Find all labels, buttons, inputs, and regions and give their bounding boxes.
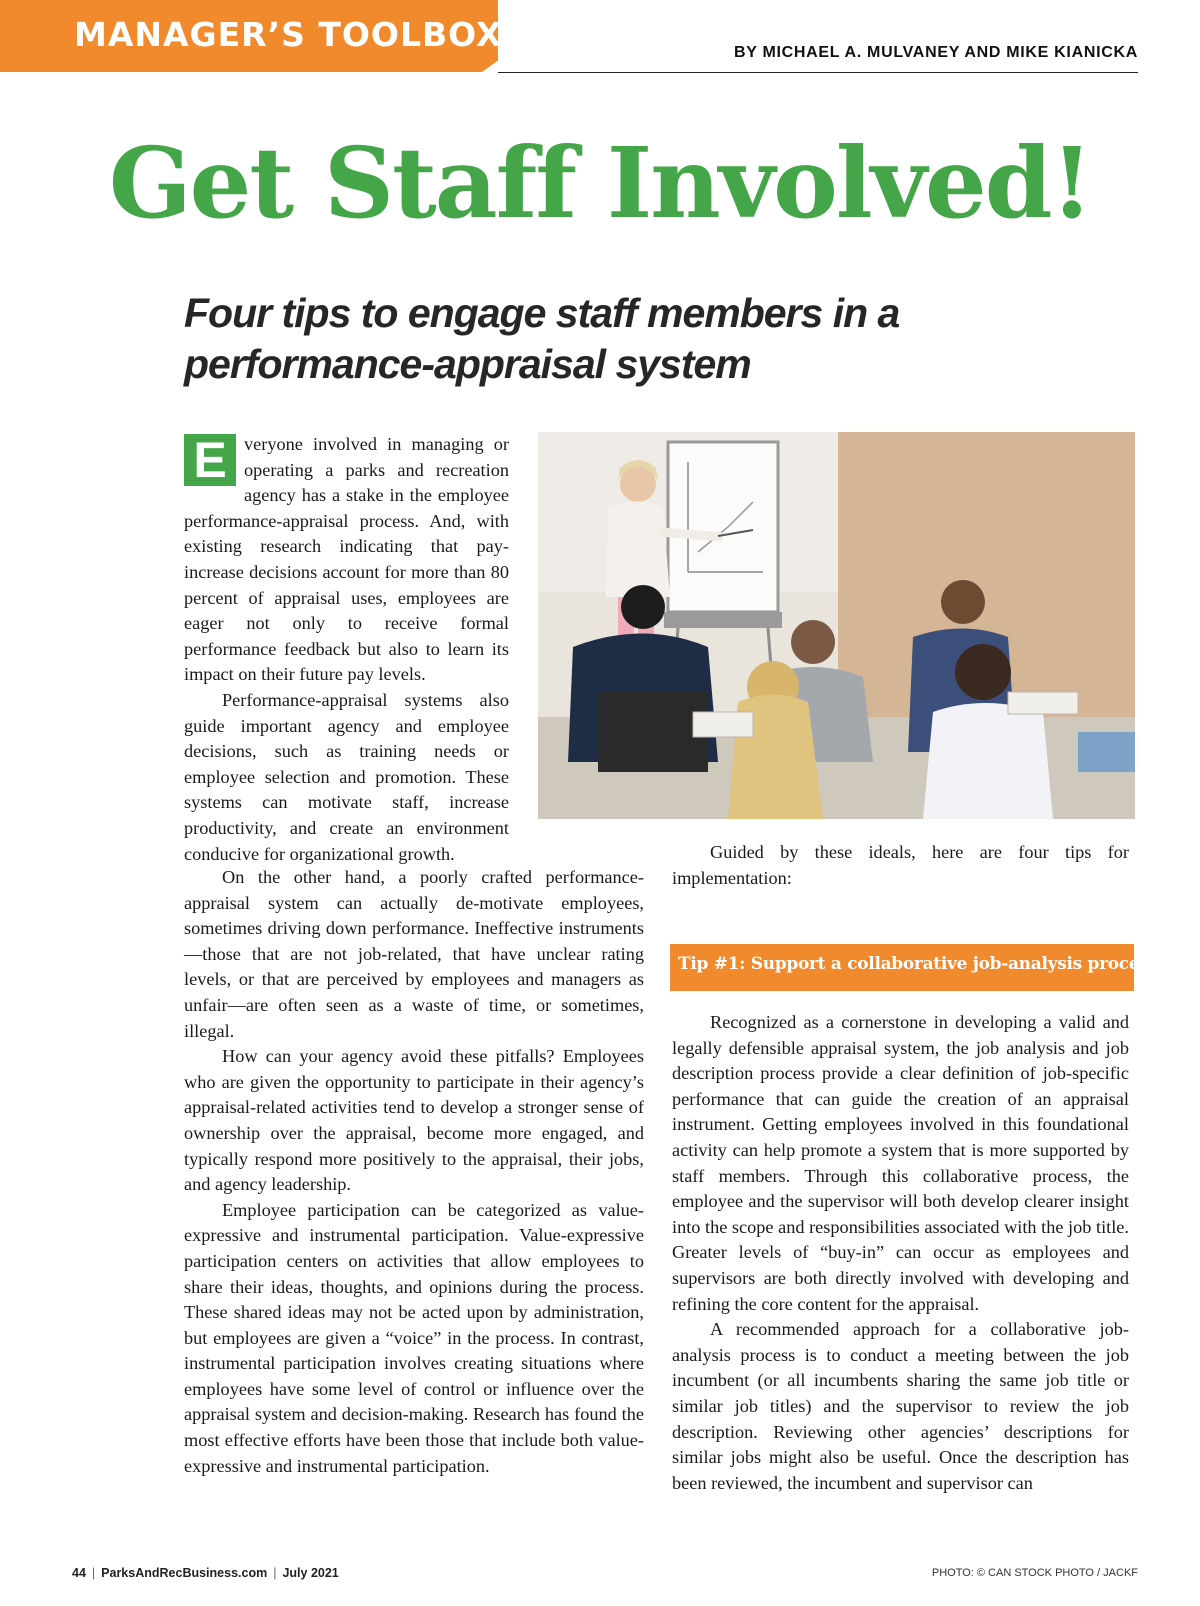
site-name: ParksAndRecBusiness.com [101, 1566, 268, 1580]
paragraph: Guided by these ideals, here are four tips for implementation: [672, 842, 1129, 888]
classroom-photo [538, 432, 1135, 819]
body-column-1-bottom [184, 865, 644, 1479]
photo-credit: PHOTO: © CAN STOCK PHOTO / JACKF [931, 1567, 1138, 1579]
page-footer: 44 | ParksAndRecBusiness.com | July 2021 [72, 1566, 339, 1580]
paragraph: Performance-appraisal systems also guide important agency and employee decisions, such as training needs or employee selection and promotion. These systems can motivate staff, increase productivity, and create an environment conducive for organizational growth. [184, 689, 509, 864]
article-subtitle: Four tips to engage staff members in a performance-appraisal system [184, 290, 900, 387]
section-label: MANAGER’S TOOLBOX [74, 15, 503, 54]
tip-heading: Tip #1: Support a collaborative job-analysis process. [678, 954, 1164, 974]
issue-date: July 2021 [282, 1566, 339, 1580]
paragraph: Employee participation can be categorized as value-expressive and instrumental participation. Value-expressive participation centers on activities that allow employees to share their ideas, thoughts, and opinions during the process. These shared ideas may not be acted upon by administration, but employees are given a “voice” in the process. In contrast, instrumental participation involves creating situations where employees have some level of control or influence over the appraisal system and decision-making. Research has found the most effective efforts have been those that include both value-expressive and instrumental participation. [184, 1199, 644, 1476]
meeting-illustration [538, 432, 1135, 819]
page-number: 44 [72, 1566, 86, 1580]
header-rule [498, 72, 1138, 73]
paragraph: On the other hand, a poorly crafted performance-appraisal system can actually de-motivate employees, sometimes driving down performance. Ineffective instruments—those that are not job-related, that have unclear rating levels, or that are perceived by employees and managers as unfair—are often seen as a waste of time, or sometimes, illegal. [184, 867, 644, 1041]
drop-cap: E [184, 434, 236, 486]
article-title: Get Staff Involved! [108, 126, 1092, 240]
paragraph: How can your agency avoid these pitfalls? Employees who are given the opportunity to participate in their agency’s appraisal-related activities tend to develop a stronger sense of ownership over the appraisal, become more engaged, and typically respond more positively to the appraisal, their jobs, and agency leadership. [184, 1046, 644, 1195]
tip-heading-box [670, 944, 1164, 991]
body-column-2-intro [672, 840, 1129, 891]
paragraph-lead [184, 432, 509, 688]
body-column-1-top [184, 432, 509, 867]
paragraph: Recognized as a cornerstone in developing a valid and legally defensible appraisal system, the job analysis and job description process provide a clear definition of job-specific performance that can guide the creation of an appraisal instrument. Getting employees involved in this foundational activity can help promote a system that is more supported by staff members. Through this collaborative process, the employee and the supervisor will both develop clearer insight into the scope and responsibilities associated with the job title. Greater levels of “buy-in” can occur as employees and supervisors are both directly involved with developing and refining the core content for the appraisal. [672, 1012, 1129, 1314]
body-column-2 [672, 1010, 1129, 1496]
byline: BY MICHAEL A. MULVANEY AND MIKE KIANICKA [733, 44, 1138, 61]
paragraph: A recommended approach for a collaborative job-analysis process is to conduct a meeting between the job incumbent (or all incumbents sharing the same job title or similar job titles) and the supervisor to review the job description. Reviewing other agencies’ descriptions for similar jobs might also be useful. Once the description has been reviewed, the incumbent and supervisor can [672, 1319, 1129, 1493]
paragraph-text: veryone involved in managing or operating a parks and recreation agency has a stake in the employee performance-appraisal process. And, with existing research indicating that pay-increase decisions account for more than 80 percent of appraisal uses, employees are eager not only to receive formal performance feedback but also to learn its impact on their future pay levels. [184, 434, 509, 685]
